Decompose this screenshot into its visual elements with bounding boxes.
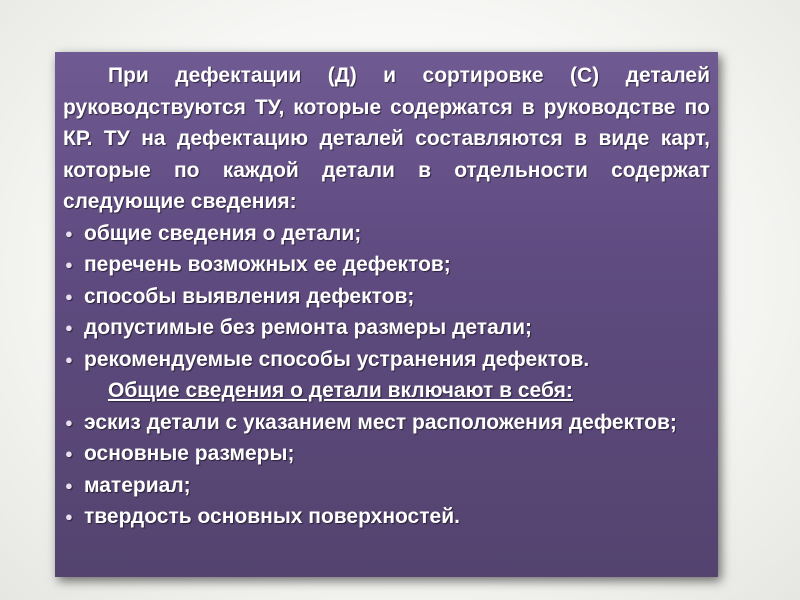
bullet-icon: ● — [65, 225, 73, 241]
list-item-text: допустимые без ремонта размеры детали; — [84, 316, 533, 339]
general-info-list — [63, 407, 710, 533]
bullet-icon: ● — [65, 414, 73, 430]
intro-paragraph: При дефектации (Д) и сортировке (С) деталей руководствуются ТУ, которые содержатся в руководстве по КР. ТУ на дефектацию деталей составляются в виде карт, которые по каждой детали в отдельности содержат следующие сведения: — [63, 64, 710, 213]
list-item — [63, 249, 710, 281]
list-item — [63, 501, 710, 533]
list-item-text: способы выявления дефектов; — [84, 284, 415, 308]
list-item-text: перечень возможных ее дефектов; — [84, 253, 451, 276]
bullet-icon: ● — [65, 446, 73, 461]
list-item-text: рекомендуемые способы устранения дефектов. — [84, 347, 590, 371]
list-item — [63, 344, 710, 376]
bullet-icon: ● — [65, 351, 73, 367]
list-item — [63, 438, 710, 470]
slide-content — [63, 60, 710, 533]
list-item — [63, 218, 710, 250]
bullet-icon: ● — [65, 257, 73, 272]
list-item — [63, 312, 710, 344]
list-item-text: основные размеры; — [84, 442, 295, 465]
list-item — [63, 407, 710, 439]
bullet-icon: ● — [65, 477, 73, 493]
section-subheading: Общие сведения о детали включают в себя: — [108, 379, 573, 402]
list-item-text: твердость основных поверхностей. — [84, 505, 460, 528]
bullet-icon: ● — [65, 320, 73, 335]
bullet-icon: ● — [65, 509, 73, 524]
content-panel — [55, 52, 718, 577]
list-item-text: общие сведения о детали; — [84, 221, 362, 245]
defect-card-info-list — [63, 218, 710, 376]
list-item — [63, 281, 710, 313]
list-item-text: эскиз детали с указанием мест расположения дефектов; — [84, 410, 677, 434]
bullet-icon: ● — [65, 288, 73, 304]
list-item-text: материал; — [84, 473, 191, 497]
list-item — [63, 470, 710, 502]
